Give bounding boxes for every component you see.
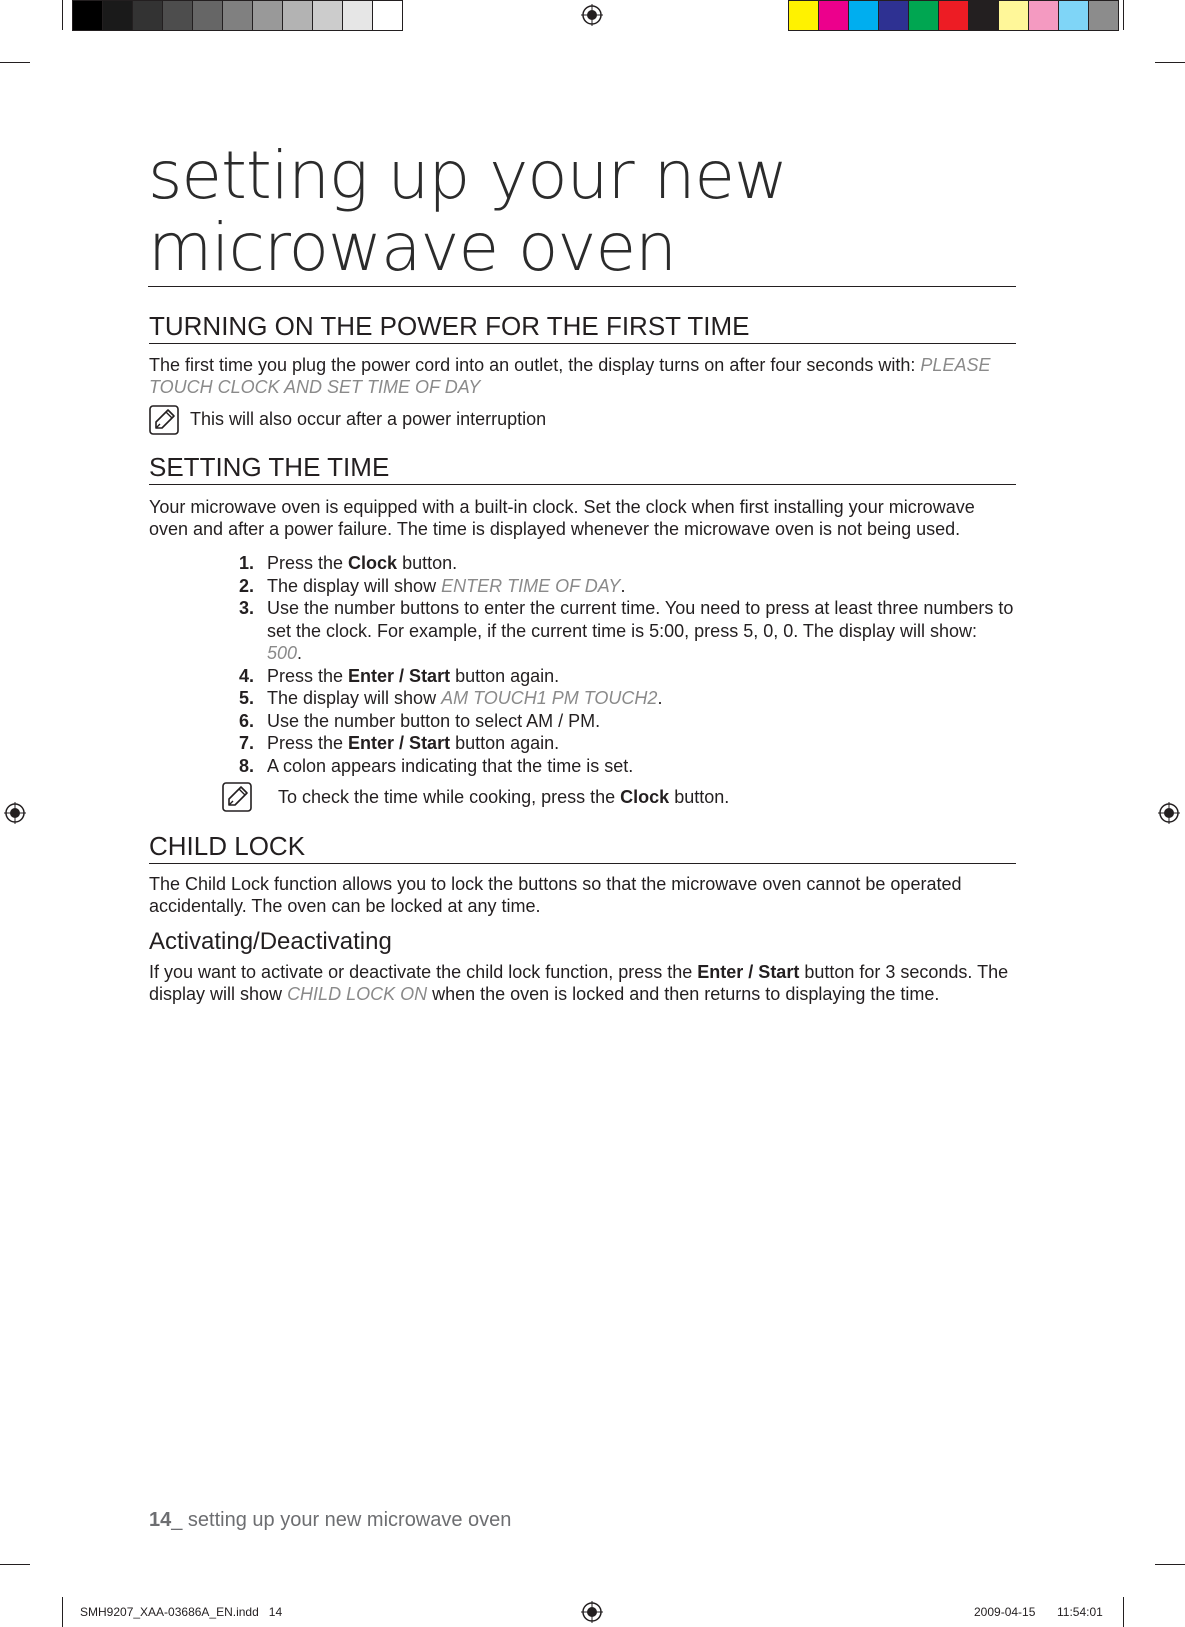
color-swatch — [343, 1, 373, 30]
color-swatch — [1089, 1, 1118, 30]
slug-time: 11:54:01 — [1057, 1605, 1103, 1619]
process-color-bar — [788, 0, 1119, 31]
color-swatch — [193, 1, 223, 30]
list-item: 7. Press the Enter / Start button again. — [238, 733, 560, 753]
color-swatch — [133, 1, 163, 30]
color-swatch — [1029, 1, 1059, 30]
list-item: 5. The display will show AM TOUCH1 PM TOUCH2. — [238, 688, 663, 708]
slug-date: 2009-04-15 — [974, 1605, 1036, 1619]
time-note: To check the time while cooking, press the Clock button. — [278, 787, 730, 807]
color-swatch — [999, 1, 1029, 30]
color-swatch — [819, 1, 849, 30]
color-swatch — [969, 1, 999, 30]
section-heading-time: SETTING THE TIME — [149, 452, 1016, 485]
time-steps-list — [232, 552, 1016, 777]
color-swatch — [879, 1, 909, 30]
color-swatch — [789, 1, 819, 30]
color-swatch — [223, 1, 253, 30]
color-swatch — [849, 1, 879, 30]
color-swatch — [909, 1, 939, 30]
color-swatch — [103, 1, 133, 30]
list-item: 6. Use the number button to select AM / PM. — [238, 710, 601, 731]
page-number: 14 — [149, 1509, 172, 1531]
display-text: PLEASE TOUCH CLOCK AND SET TIME OF DAY — [149, 355, 991, 397]
slug-file: SMH9207_XAA-03686A_EN.indd 14 — [80, 1605, 283, 1619]
crop-mark — [1155, 62, 1185, 63]
list-item: 8. A colon appears indicating that the time is set. — [238, 755, 634, 776]
display-text: ENTER TIME OF DAY — [441, 575, 621, 596]
crop-mark — [1155, 1564, 1185, 1565]
crop-mark — [1123, 0, 1124, 30]
sub-heading-activating: Activating/Deactivating — [149, 928, 392, 955]
time-body: Your microwave oven is equipped with a built-in clock. Set the clock when first installing your microwave oven and after a power failure. The time is displayed whenever the microwave oven is not being used. — [149, 497, 975, 539]
color-swatch — [939, 1, 969, 30]
color-swatch — [163, 1, 193, 30]
registration-target-icon — [4, 802, 26, 824]
page-title — [148, 137, 1016, 287]
footer-label: _ setting up your new microwave oven — [171, 1509, 512, 1531]
list-item: 2. The display will show ENTER TIME OF DAY. — [238, 575, 626, 596]
color-swatch — [73, 1, 103, 30]
display-text: CHILD LOCK ON — [287, 984, 428, 1004]
list-item: 4. Press the Enter / Start button again. — [238, 665, 560, 686]
page-title-line-1: setting up your new — [148, 137, 788, 214]
crop-mark — [62, 0, 63, 30]
crop-mark — [1123, 1597, 1124, 1627]
grayscale-color-bar — [72, 0, 403, 31]
crop-mark — [0, 1564, 30, 1565]
color-swatch — [283, 1, 313, 30]
list-item: 1. Press the Clock button. — [238, 553, 458, 573]
color-swatch — [313, 1, 343, 30]
power-note: This will also occur after a power interruption — [190, 409, 547, 429]
page-footer — [149, 1509, 511, 1532]
list-item: 3. Use the number buttons to enter the current time. You need to press at least three numbers to set the clock. For example, if the current time is 5:00, press 5, 0, 0. The display will show: 500. — [238, 598, 1014, 663]
section-heading-child-lock: CHILD LOCK — [149, 831, 1016, 864]
color-swatch — [1059, 1, 1089, 30]
power-body — [149, 354, 1016, 398]
color-swatch — [373, 1, 402, 30]
crop-mark — [62, 1597, 63, 1627]
registration-target-icon — [581, 4, 603, 26]
child-lock-activate-text: If you want to activate or deactivate the child lock function, press the Enter / Start button for 3 seconds. The display will show CHILD LOCK ON when the oven is locked and then returns to displaying the time. — [149, 962, 1009, 1004]
color-swatch — [253, 1, 283, 30]
child-lock-body: The Child Lock function allows you to lock the buttons so that the microwave oven cannot be operated accidentally. The oven can be locked at any time. — [149, 874, 962, 916]
note-pencil-icon — [149, 405, 179, 435]
note-pencil-icon — [222, 782, 252, 812]
page-title-line-2: microwave oven — [148, 209, 676, 286]
display-text: 500 — [267, 643, 298, 663]
registration-target-icon — [581, 1601, 603, 1623]
registration-target-icon — [1158, 802, 1180, 824]
crop-mark — [0, 62, 30, 63]
display-text: AM TOUCH1 PM TOUCH2 — [441, 688, 658, 708]
section-heading-power: TURNING ON THE POWER FOR THE FIRST TIME — [149, 311, 1016, 344]
power-body-text: The first time you plug the power cord into an outlet, the display turns on after four seconds with: — [149, 355, 921, 375]
